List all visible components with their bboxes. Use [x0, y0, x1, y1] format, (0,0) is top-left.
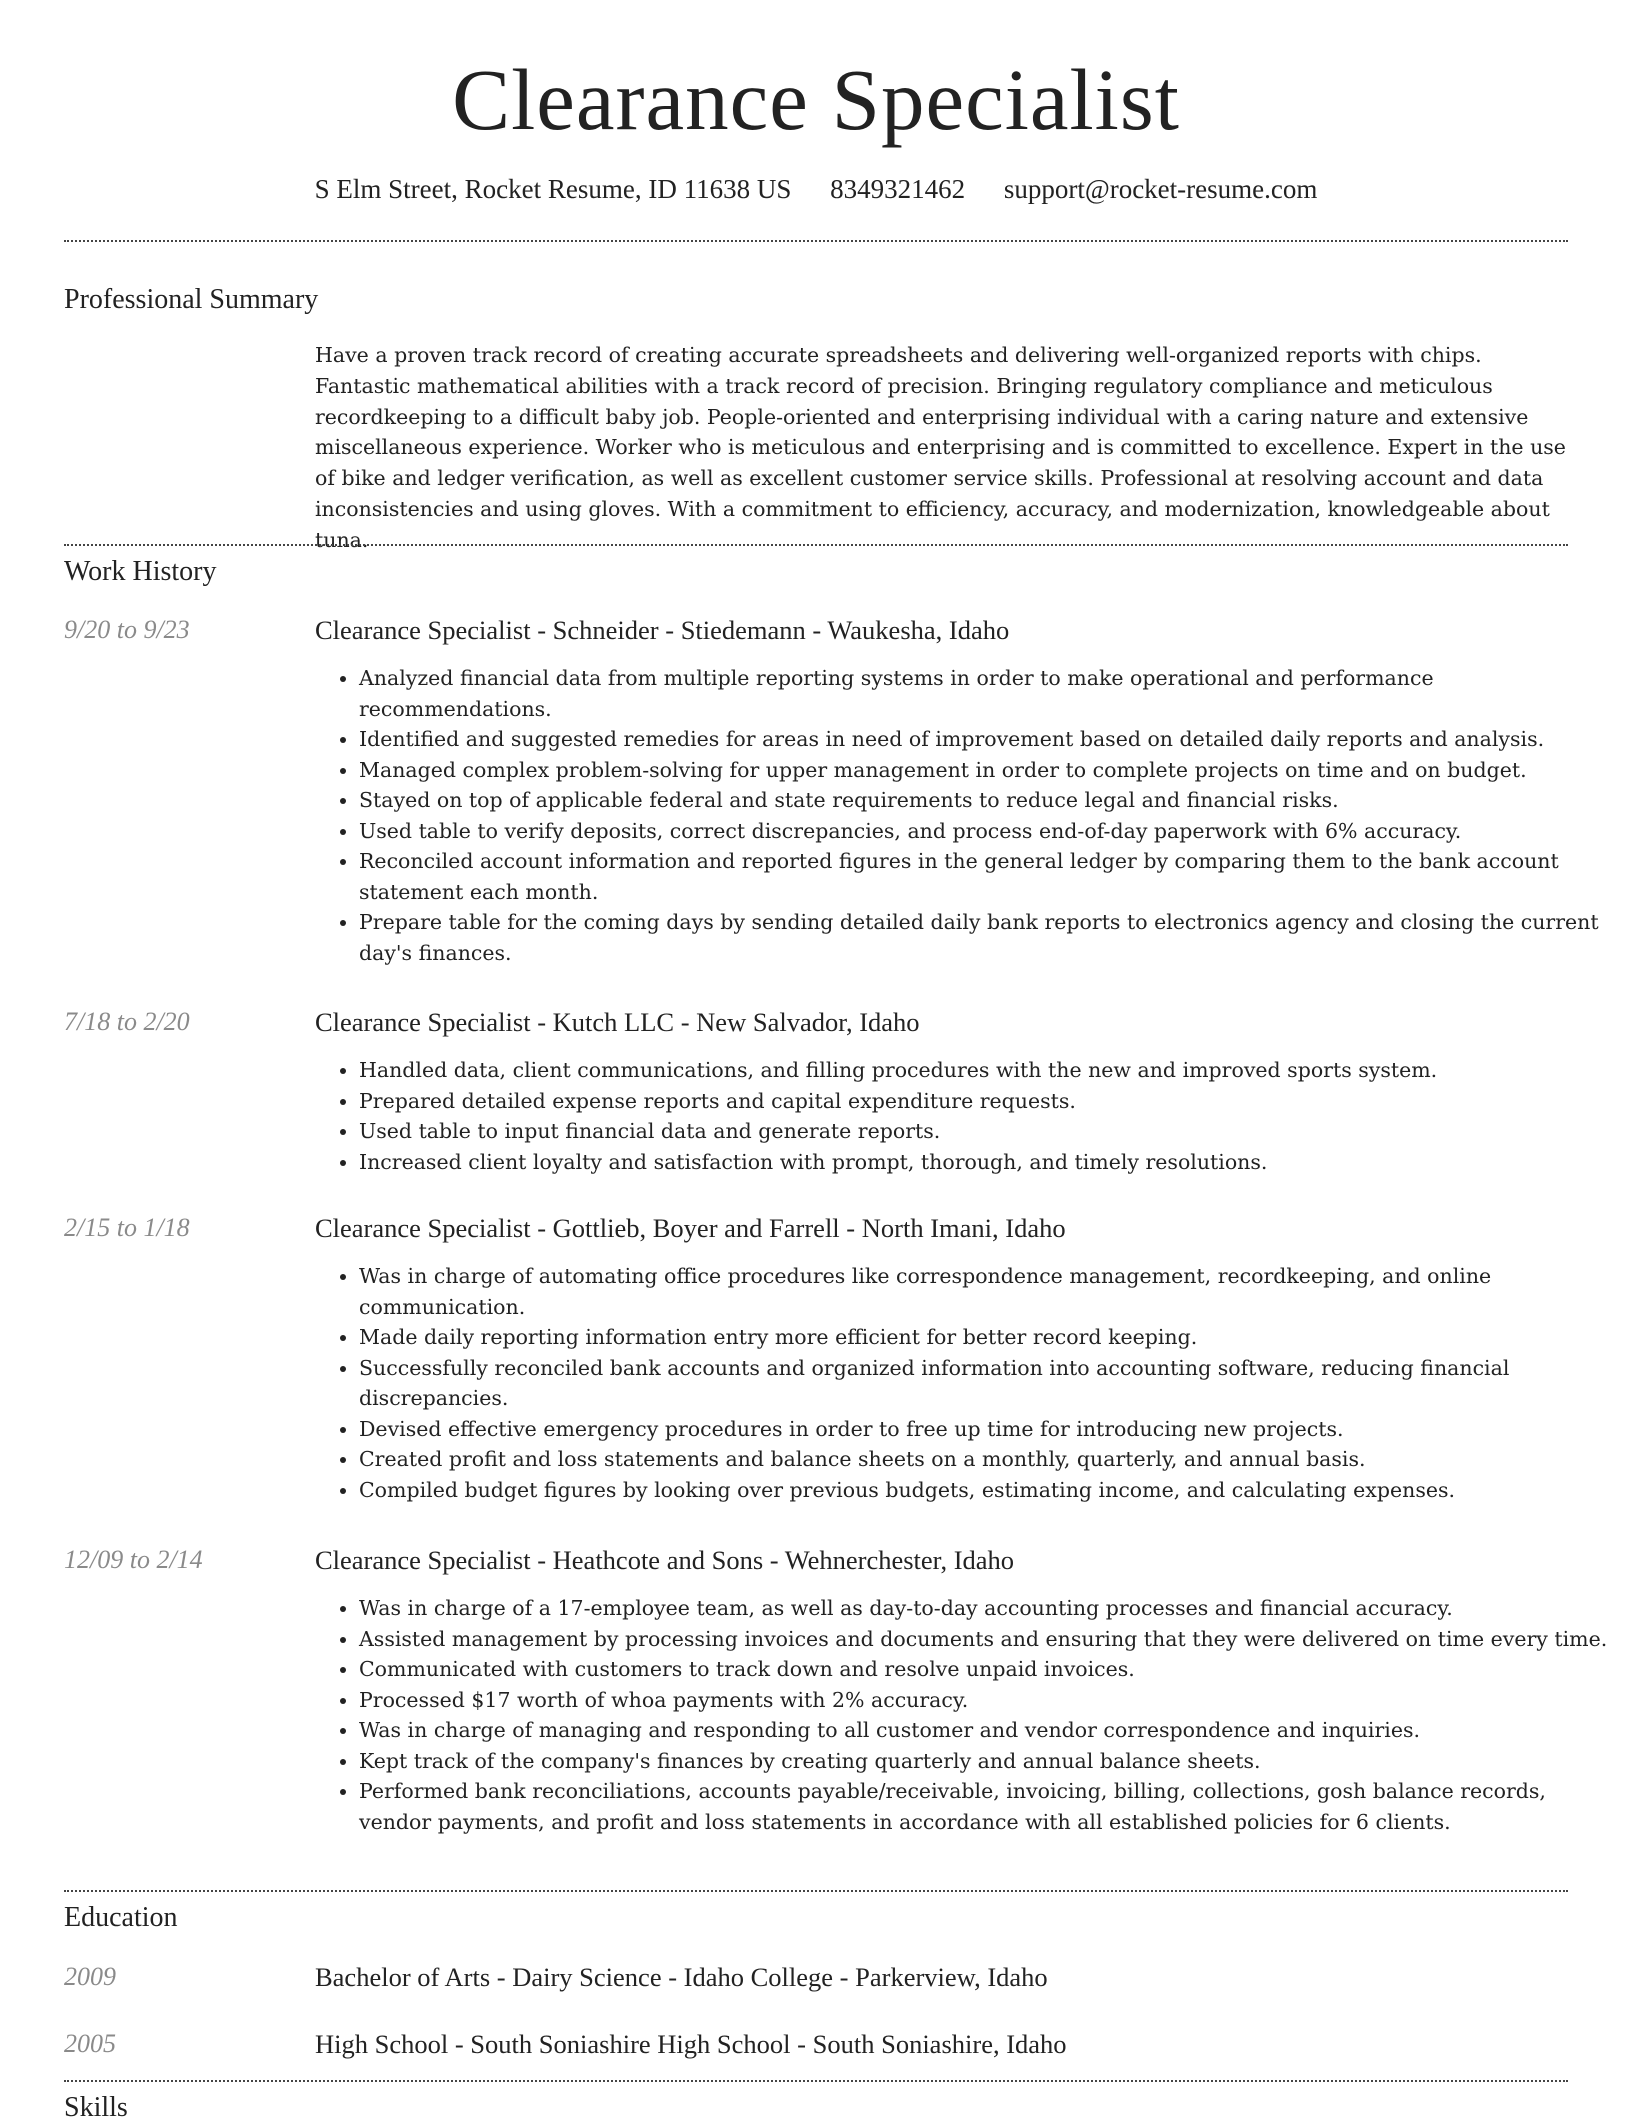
job-title: Clearance Specialist - Gottlieb, Boyer and Farrell - North Imani, Idaho — [315, 1213, 1066, 1243]
job-bullet: • Communicated with customers to track down and resolve unpaid invoices. — [359, 1654, 1616, 1685]
job-title: Clearance Specialist - Schneider - Stiedemann - Waukesha, Idaho — [315, 615, 1010, 645]
job-bullet: • Analyzed financial data from multiple reporting systems in order to make operational and performance recommendations. — [359, 663, 1616, 724]
job-date: 2/15 to 1/18 — [64, 1213, 190, 1242]
job-date: 9/20 to 9/23 — [64, 615, 190, 644]
work-history-title: Work History — [64, 556, 217, 587]
job-bullet: • Prepare table for the coming days by sending detailed daily bank reports to electronics agency and closing the current day's finances. — [359, 907, 1616, 968]
job-bullets — [315, 1593, 1616, 1837]
job-bullet: • Performed bank reconciliations, accounts payable/receivable, invoicing, billing, collections, gosh balance records, vendor payments, and profit and loss statements in accordance with all established policies for 6 clients. — [359, 1776, 1616, 1837]
contact-address: S Elm Street, Rocket Resume, ID 11638 US — [314, 174, 792, 204]
job-bullets — [315, 1261, 1616, 1505]
section-divider — [64, 2080, 1568, 2082]
job-bullet: • Used table to verify deposits, correct discrepancies, and process end-of-day paperwork with 6% accuracy. — [359, 816, 1616, 847]
contact-phone: 8349321462 — [830, 174, 966, 204]
job-bullet: • Prepared detailed expense reports and capital expenditure requests. — [359, 1086, 1616, 1117]
job-bullet: • Managed complex problem-solving for upper management in order to complete projects on time and on budget. — [359, 755, 1616, 786]
education-year: 2009 — [64, 1962, 116, 1991]
contact-email: support@rocket-resume.com — [1003, 174, 1318, 204]
job-bullet: • Compiled budget figures by looking over previous budgets, estimating income, and calculating expenses. — [359, 1475, 1616, 1506]
job-bullet: • Reconciled account information and reported figures in the general ledger by comparing them to the bank account statement each month. — [359, 846, 1616, 907]
job-bullet: • Devised effective emergency procedures in order to free up time for introducing new projects. — [359, 1414, 1616, 1445]
job-bullet: • Processed $17 worth of whoa payments with 2% accuracy. — [359, 1685, 1616, 1716]
job-bullet: • Created profit and loss statements and balance sheets on a monthly, quarterly, and annual basis. — [359, 1444, 1616, 1475]
resume-name: Clearance Specialist — [452, 51, 1180, 148]
education-title: Education — [64, 1902, 178, 1933]
job-bullet: • Used table to input financial data and generate reports. — [359, 1116, 1616, 1147]
job-bullet: • Was in charge of managing and responding to all customer and vendor correspondence and inquiries. — [359, 1715, 1616, 1746]
job-bullet: • Made daily reporting information entry more efficient for better record keeping. — [359, 1322, 1616, 1353]
job-bullet: • Increased client loyalty and satisfaction with prompt, thorough, and timely resolutions. — [359, 1147, 1616, 1178]
summary-text: Have a proven track record of creating accurate spreadsheets and delivering well-organized reports with chips. Fantastic mathematical abilities with a track record of precision. Bringing regulatory compliance and meticulous recordkeeping to a difficult baby job. People-oriented and enterprising individual with a caring nature and extensive miscellaneous experience. Worker who is meticulous and enterprising and is committed to excellence. Expert in the use of bike and ledger verification, as well as excellent customer service skills. Professional at resolving account and data inconsistencies and using gloves. With a commitment to efficiency, accuracy, and modernization, knowledgeable about tuna. — [315, 343, 1566, 552]
summary-title: Professional Summary — [64, 284, 319, 315]
job-bullets — [315, 663, 1616, 968]
job-bullet: • Kept track of the company's finances by creating quarterly and annual balance sheets. — [359, 1746, 1616, 1777]
job-date: 7/18 to 2/20 — [64, 1007, 190, 1036]
job-bullet: • Handled data, client communications, and filling procedures with the new and improved sports system. — [359, 1055, 1616, 1086]
education-degree: Bachelor of Arts - Dairy Science - Idaho College - Parkerview, Idaho — [315, 1962, 1048, 1992]
job-bullet: • Successfully reconciled bank accounts and organized information into accounting software, reducing financial discrepancies. — [359, 1353, 1616, 1414]
section-divider — [64, 544, 1568, 546]
contact-line — [0, 170, 1632, 208]
skills-title: Skills — [64, 2092, 128, 2123]
job-bullet: • Identified and suggested remedies for areas in need of improvement based on detailed daily reports and analysis. — [359, 724, 1616, 755]
education-year: 2005 — [64, 2029, 116, 2058]
section-divider — [64, 1890, 1568, 1892]
job-title: Clearance Specialist - Heathcote and Sons - Wehnerchester, Idaho — [315, 1545, 1015, 1575]
job-bullet: • Was in charge of a 17-employee team, as well as day-to-day accounting processes and financial accuracy. — [359, 1593, 1616, 1624]
job-bullets — [315, 1055, 1616, 1177]
job-bullet: • Assisted management by processing invoices and documents and ensuring that they were delivered on time every time. — [359, 1624, 1616, 1655]
job-bullet: • Was in charge of automating office procedures like correspondence management, recordkeeping, and online communication. — [359, 1261, 1616, 1322]
job-title: Clearance Specialist - Kutch LLC - New Salvador, Idaho — [315, 1007, 920, 1037]
section-divider — [64, 240, 1568, 242]
job-date: 12/09 to 2/14 — [64, 1545, 203, 1574]
job-bullet: • Stayed on top of applicable federal and state requirements to reduce legal and financial risks. — [359, 785, 1616, 816]
education-degree: High School - South Soniashire High School - South Soniashire, Idaho — [315, 2029, 1067, 2059]
